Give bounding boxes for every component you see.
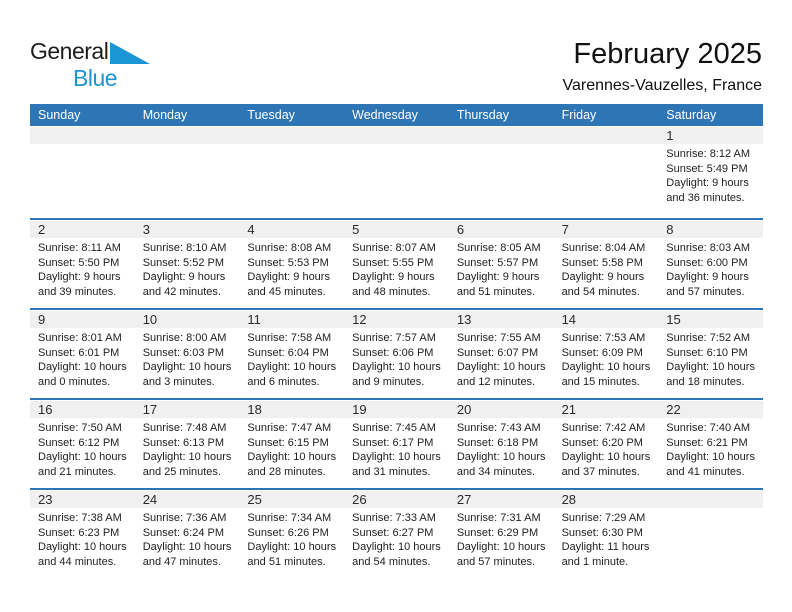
sunset-text: Sunset: 6:13 PM [142,436,225,449]
day-number: 16 [30,401,135,418]
sunset-text: Sunset: 6:21 PM [666,436,748,449]
sunset-text: Sunset: 5:58 PM [561,256,643,269]
sunrise-text: Sunrise: 7:55 AM [456,332,541,344]
sun-info [344,328,449,389]
day-number [449,127,554,144]
day-number: 19 [344,401,449,418]
day-number: 17 [135,401,240,418]
sunset-text: Sunset: 6:27 PM [352,526,434,539]
sun-info [344,238,449,299]
daylight-text-1: Daylight: 9 hours [666,177,749,189]
daylight-text-1: Daylight: 10 hours [352,541,441,553]
daylight-text-1: Daylight: 10 hours [142,541,232,553]
daylight-text-1: Daylight: 10 hours [456,451,546,463]
daylight-text-2: and 15 minutes. [561,375,640,388]
sun-info [658,238,763,299]
sunrise-text: Sunrise: 8:12 AM [666,148,751,160]
day-number [344,127,449,144]
sunrise-text: Sunrise: 7:29 AM [561,512,646,524]
daylight-text-2: and 45 minutes. [247,285,326,298]
daylight-text-2: and 54 minutes. [352,555,431,568]
day-cell-12 [344,310,449,398]
sunrise-text: Sunrise: 7:52 AM [666,332,751,344]
sun-info [449,328,554,389]
day-cell-26 [344,490,449,578]
day-number [30,127,135,144]
daylight-text-1: Daylight: 9 hours [561,271,645,283]
daylight-text-1: Daylight: 10 hours [247,451,337,463]
daylight-text-2: and 39 minutes. [38,285,117,298]
sunset-text: Sunset: 6:24 PM [142,526,225,539]
sunset-text: Sunset: 5:52 PM [142,256,225,269]
day-number: 18 [239,401,344,418]
daylight-text-2: and 18 minutes. [666,375,745,388]
day-cell-empty [449,126,554,218]
page-subtitle: Varennes-Vauzelles, France [562,77,762,94]
sun-info [30,328,135,389]
day-cell-10 [135,310,240,398]
sunrise-text: Sunrise: 8:05 AM [456,242,541,254]
daylight-text-2: and 37 minutes. [561,465,640,478]
sun-info [239,328,344,389]
sun-info [135,328,240,389]
daylight-text-1: Daylight: 10 hours [666,361,755,373]
sunset-text: Sunset: 6:12 PM [38,436,120,449]
week-row [30,398,763,488]
day-number: 11 [239,311,344,328]
daylight-text-2: and 42 minutes. [142,285,221,298]
day-cell-empty [344,126,449,218]
week-row [30,126,763,218]
day-cell-18 [239,400,344,488]
daylight-text-1: Daylight: 10 hours [456,361,546,373]
daylight-text-2: and 21 minutes. [38,465,117,478]
day-cell-28 [554,490,659,578]
sun-info [30,418,135,479]
sunset-text: Sunset: 6:29 PM [456,526,539,539]
sunset-text: Sunset: 5:57 PM [456,256,539,269]
sunrise-text: Sunrise: 8:11 AM [38,242,121,254]
day-cell-22 [658,400,763,488]
sunset-text: Sunset: 6:07 PM [456,346,539,359]
week-row [30,488,763,578]
daylight-text-2: and 34 minutes. [456,465,536,478]
sun-info [554,328,659,389]
day-number: 23 [30,491,135,508]
daylight-text-2: and 1 minute. [561,555,629,568]
daylight-text-2: and 28 minutes. [247,465,326,478]
day-number [135,127,240,144]
sunrise-text: Sunrise: 7:42 AM [561,422,646,434]
daylight-text-1: Daylight: 10 hours [38,361,127,373]
daylight-text-2: and 9 minutes. [352,375,425,388]
sunset-text: Sunset: 6:17 PM [352,436,434,449]
daylight-text-1: Daylight: 10 hours [38,541,127,553]
logo-text-general: General [30,38,109,64]
day-cell-3 [135,220,240,308]
daylight-text-2: and 51 minutes. [456,285,536,298]
sunrise-text: Sunrise: 8:10 AM [142,242,227,254]
sun-info [239,238,344,299]
day-cell-9 [30,310,135,398]
daylight-text-1: Daylight: 10 hours [142,361,232,373]
day-cell-15 [658,310,763,398]
day-cell-2 [30,220,135,308]
day-cell-8 [658,220,763,308]
weekday-header-tuesday: Tuesday [247,108,295,122]
day-number: 2 [30,221,135,238]
day-cell-empty [239,126,344,218]
daylight-text-2: and 41 minutes. [666,465,745,478]
day-cell-empty [554,126,659,218]
day-number: 15 [658,311,763,328]
week-row [30,218,763,308]
sunrise-text: Sunrise: 8:04 AM [561,242,646,254]
day-number: 3 [135,221,240,238]
sunset-text: Sunset: 6:15 PM [247,436,329,449]
daylight-text-1: Daylight: 11 hours [561,541,650,553]
sunrise-text: Sunrise: 7:45 AM [352,422,436,434]
sun-info [239,418,344,479]
day-cell-13 [449,310,554,398]
daylight-text-1: Daylight: 9 hours [247,271,330,283]
day-cell-25 [239,490,344,578]
sunrise-text: Sunrise: 7:57 AM [352,332,436,344]
day-cell-20 [449,400,554,488]
sun-info [449,508,554,569]
day-number: 6 [449,221,554,238]
day-number: 5 [344,221,449,238]
sunset-text: Sunset: 6:01 PM [38,346,120,359]
weekday-header-friday: Friday [561,108,597,122]
weekday-header-thursday: Thursday [456,108,509,122]
title-block [562,38,762,96]
sun-info [135,418,240,479]
daylight-text-1: Daylight: 10 hours [247,541,337,553]
daylight-text-1: Daylight: 10 hours [561,361,651,373]
sun-info [658,144,763,205]
sun-info [30,508,135,569]
daylight-text-2: and 54 minutes. [561,285,640,298]
sunset-text: Sunset: 6:18 PM [456,436,539,449]
sunrise-text: Sunrise: 7:48 AM [142,422,227,434]
sunrise-text: Sunrise: 8:07 AM [352,242,436,254]
day-number: 9 [30,311,135,328]
daylight-text-1: Daylight: 9 hours [38,271,121,283]
day-cell-empty [135,126,240,218]
day-number [239,127,344,144]
sun-info [344,508,449,569]
day-cell-5 [344,220,449,308]
day-number [658,491,763,508]
day-cell-14 [554,310,659,398]
daylight-text-2: and 57 minutes. [456,555,536,568]
sun-info [554,238,659,299]
general-blue-logo [30,38,150,91]
day-number: 26 [344,491,449,508]
sunset-text: Sunset: 6:03 PM [142,346,225,359]
weekday-header-sunday: Sunday [38,108,81,122]
calendar-table [30,104,763,578]
daylight-text-1: Daylight: 10 hours [352,451,441,463]
daylight-text-2: and 0 minutes. [38,375,111,388]
sunset-text: Sunset: 5:55 PM [352,256,434,269]
day-number: 25 [239,491,344,508]
sunset-text: Sunset: 6:30 PM [561,526,643,539]
sun-info [239,508,344,569]
day-cell-7 [554,220,659,308]
day-cell-19 [344,400,449,488]
sun-info [135,508,240,569]
sun-info [554,418,659,479]
sunset-text: Sunset: 5:53 PM [247,256,329,269]
day-number: 1 [658,127,763,144]
week-row [30,308,763,398]
day-number: 13 [449,311,554,328]
sun-info [449,418,554,479]
logo-text-blue: Blue [73,65,118,91]
day-number: 4 [239,221,344,238]
day-cell-empty [30,126,135,218]
daylight-text-2: and 48 minutes. [352,285,431,298]
daylight-text-1: Daylight: 10 hours [38,451,127,463]
daylight-text-2: and 12 minutes. [456,375,536,388]
sunset-text: Sunset: 6:23 PM [38,526,120,539]
weekday-header-monday: Monday [142,108,188,122]
day-number: 7 [554,221,659,238]
daylight-text-2: and 47 minutes. [142,555,221,568]
day-number: 28 [554,491,659,508]
sunrise-text: Sunrise: 7:43 AM [456,422,541,434]
sunrise-text: Sunrise: 7:36 AM [142,512,227,524]
sunset-text: Sunset: 6:04 PM [247,346,329,359]
day-cell-4 [239,220,344,308]
sunset-text: Sunset: 6:10 PM [666,346,748,359]
day-number: 14 [554,311,659,328]
daylight-text-1: Daylight: 10 hours [142,451,232,463]
sun-info [135,238,240,299]
sunset-text: Sunset: 6:26 PM [247,526,329,539]
day-cell-empty [658,490,763,578]
daylight-text-2: and 25 minutes. [142,465,221,478]
sunset-text: Sunset: 5:50 PM [38,256,120,269]
sunset-text: Sunset: 6:09 PM [561,346,643,359]
sunrise-text: Sunrise: 7:38 AM [38,512,122,524]
sunrise-text: Sunrise: 8:08 AM [247,242,332,254]
sunset-text: Sunset: 6:20 PM [561,436,643,449]
sun-info [344,418,449,479]
daylight-text-2: and 57 minutes. [666,285,745,298]
day-number: 24 [135,491,240,508]
day-cell-23 [30,490,135,578]
daylight-text-1: Daylight: 9 hours [456,271,540,283]
sunrise-text: Sunrise: 7:47 AM [247,422,332,434]
day-cell-16 [30,400,135,488]
day-cell-21 [554,400,659,488]
sunrise-text: Sunrise: 8:03 AM [666,242,751,254]
day-number [554,127,659,144]
sunrise-text: Sunrise: 7:50 AM [38,422,122,434]
daylight-text-1: Daylight: 10 hours [247,361,337,373]
daylight-text-1: Daylight: 9 hours [142,271,226,283]
calendar-weeks [30,126,763,578]
daylight-text-1: Daylight: 10 hours [352,361,441,373]
sunrise-text: Sunrise: 8:00 AM [142,332,227,344]
daylight-text-1: Daylight: 9 hours [666,271,749,283]
sun-info [554,508,659,569]
sun-info [30,238,135,299]
weekday-header-row [30,104,763,126]
day-cell-27 [449,490,554,578]
day-number: 20 [449,401,554,418]
sunrise-text: Sunrise: 7:33 AM [352,512,436,524]
day-number: 21 [554,401,659,418]
weekday-header-wednesday: Wednesday [352,108,418,122]
sunrise-text: Sunrise: 7:31 AM [456,512,541,524]
day-cell-6 [449,220,554,308]
sunset-text: Sunset: 6:06 PM [352,346,434,359]
sun-info [449,238,554,299]
sunset-text: Sunset: 5:49 PM [666,162,748,175]
daylight-text-2: and 44 minutes. [38,555,117,568]
sunrise-text: Sunrise: 7:58 AM [247,332,332,344]
daylight-text-2: and 36 minutes. [666,191,745,204]
day-number: 12 [344,311,449,328]
day-cell-11 [239,310,344,398]
daylight-text-2: and 6 minutes. [247,375,320,388]
day-number: 22 [658,401,763,418]
day-cell-17 [135,400,240,488]
sunrise-text: Sunrise: 7:34 AM [247,512,332,524]
daylight-text-1: Daylight: 10 hours [561,451,651,463]
daylight-text-1: Daylight: 10 hours [456,541,546,553]
day-cell-1 [658,126,763,218]
sunrise-text: Sunrise: 7:53 AM [561,332,646,344]
sun-info [658,328,763,389]
sunrise-text: Sunrise: 8:01 AM [38,332,122,344]
weekday-header-saturday: Saturday [666,108,717,122]
sunset-text: Sunset: 6:00 PM [666,256,748,269]
page-title: February 2025 [573,38,762,70]
sun-info [658,418,763,479]
day-number: 27 [449,491,554,508]
day-number: 10 [135,311,240,328]
daylight-text-2: and 31 minutes. [352,465,431,478]
daylight-text-2: and 51 minutes. [247,555,326,568]
sunrise-text: Sunrise: 7:40 AM [666,422,751,434]
day-cell-24 [135,490,240,578]
daylight-text-1: Daylight: 9 hours [352,271,435,283]
daylight-text-2: and 3 minutes. [142,375,215,388]
day-number: 8 [658,221,763,238]
daylight-text-1: Daylight: 10 hours [666,451,755,463]
